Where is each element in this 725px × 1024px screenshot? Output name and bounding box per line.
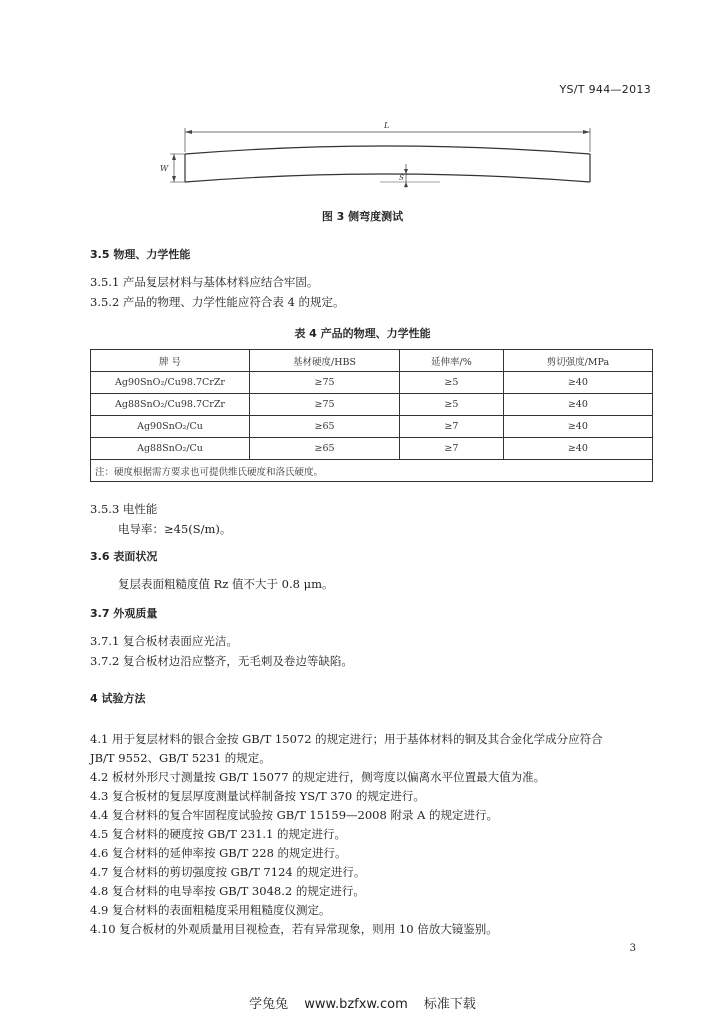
cell-grade: Ag90SnO₂/Cu98.7CrZr (91, 372, 250, 394)
test-item: 4.4 复合材料的复合牢固程度试验按 GB/T 15159—2008 附录 A 的规定进行。 (90, 808, 499, 822)
cell-hardness: ≥75 (250, 372, 400, 394)
header-grade: 牌 号 (91, 350, 250, 372)
table-caption: 表 4 产品的物理、力学性能 (294, 327, 431, 340)
cell-elongation: ≥7 (400, 438, 504, 460)
test-item: 4.2 板材外形尺寸测量按 GB/T 15077 的规定进行，侧弯度以偏离水平位置最大值为准。 (90, 770, 546, 784)
cell-elongation: ≥5 (400, 372, 504, 394)
cell-shear: ≥40 (503, 416, 652, 438)
cell-hardness: ≥65 (250, 438, 400, 460)
label-L: L (384, 121, 390, 130)
test-item: 4.10 复合板材的外观质量用目视检查，若有异常现象，则用 10 倍放大镜鉴别。 (90, 922, 498, 936)
test-item: 4.1 用于复层材料的银合金按 GB/T 15072 的规定进行；用于基体材料的铜及其合金化学成分应符合 (90, 732, 603, 746)
table-note: 注：硬度根据需方要求也可提供维氏硬度和洛氏硬度。 (91, 460, 653, 482)
test-item: JB/T 9552、GB/T 5231 的规定。 (90, 751, 271, 765)
test-item: 4.3 复合板材的复层厚度测量试样制备按 YS/T 370 的规定进行。 (90, 789, 425, 803)
cell-grade: Ag90SnO₂/Cu (91, 416, 250, 438)
test-item: 4.8 复合材料的电导率按 GB/T 3048.2 的规定进行。 (90, 884, 365, 898)
table-note-row (91, 460, 653, 482)
strip-bottom-edge (185, 174, 590, 182)
conductivity-text: 电导率：≥45(S/m)。 (118, 522, 232, 536)
test-item: 4.6 复合材料的延伸率按 GB/T 228 的规定进行。 (90, 846, 347, 860)
footer-site-name: 学兔兔 (249, 997, 289, 1012)
table-row (91, 372, 653, 394)
table-row (91, 394, 653, 416)
cell-shear: ≥40 (503, 372, 652, 394)
page-number: 3 (629, 943, 636, 954)
label-S: S (399, 174, 404, 182)
test-item: 4.5 复合材料的硬度按 GB/T 231.1 的规定进行。 (90, 827, 347, 841)
cell-elongation: ≥7 (400, 416, 504, 438)
footer (0, 993, 725, 1012)
cell-shear: ≥40 (503, 394, 652, 416)
footer-slogan: 标准下载 (423, 997, 476, 1012)
cell-shear: ≥40 (503, 438, 652, 460)
paragraph-3-5-2: 3.5.2 产品的物理、力学性能应符合表 4 的规定。 (90, 295, 345, 309)
table-row (91, 438, 653, 460)
surface-text: 复层表面粗糙度值 Rz 值不大于 0.8 μm。 (118, 577, 334, 591)
cell-elongation: ≥5 (400, 394, 504, 416)
standard-number: YS/T 944—2013 (559, 83, 651, 96)
test-item: 4.9 复合材料的表面粗糙度采用粗糙度仪测定。 (90, 903, 331, 917)
table-row (91, 416, 653, 438)
figure-caption: 图 3 侧弯度测试 (321, 210, 404, 223)
header-hardness: 基材硬度/HBS (250, 350, 400, 372)
properties-table (90, 349, 653, 482)
section-3-5-3-title: 3.5.3 电性能 (90, 502, 158, 516)
side-bend-diagram (140, 118, 610, 203)
paragraph-3-7-2: 3.7.2 复合板材边沿应整齐，无毛刺及卷边等缺陷。 (90, 654, 353, 668)
paragraph-3-7-1: 3.7.1 复合板材表面应光洁。 (90, 634, 238, 648)
footer-url[interactable]: www.bzfxw.com (304, 997, 408, 1012)
section-3-5-title: 3.5 物理、力学性能 (90, 248, 191, 261)
cell-grade: Ag88SnO₂/Cu98.7CrZr (91, 394, 250, 416)
table-header-row (91, 350, 653, 372)
section-4-title: 4 试验方法 (90, 692, 146, 705)
cell-hardness: ≥65 (250, 416, 400, 438)
cell-hardness: ≥75 (250, 394, 400, 416)
label-W: W (160, 164, 169, 173)
strip-top-edge (185, 146, 590, 154)
paragraph-3-5-1: 3.5.1 产品复层材料与基体材料应结合牢固。 (90, 275, 319, 289)
header-elongation: 延伸率/% (400, 350, 504, 372)
section-3-7-title: 3.7 外观质量 (90, 607, 158, 620)
header-shear-strength: 剪切强度/MPa (503, 350, 652, 372)
section-3-6-title: 3.6 表面状况 (90, 550, 158, 563)
cell-grade: Ag88SnO₂/Cu (91, 438, 250, 460)
test-item: 4.7 复合材料的剪切强度按 GB/T 7124 的规定进行。 (90, 865, 366, 879)
